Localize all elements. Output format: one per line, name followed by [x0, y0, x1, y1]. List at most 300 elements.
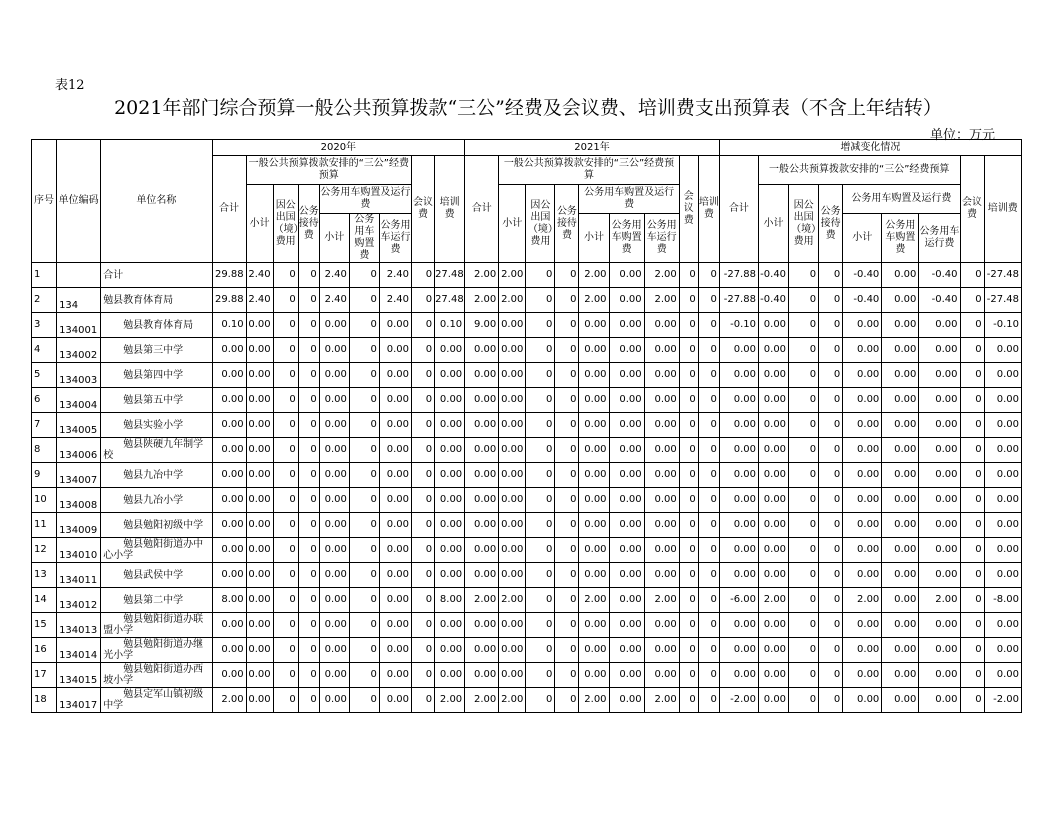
row-value-cell: 0	[819, 388, 843, 413]
row-name-cell: 勉县第五中学	[101, 388, 212, 413]
row-value-cell: 0	[298, 663, 319, 688]
row-value-cell: 0.00	[758, 488, 788, 513]
row-value-cell: 0.00	[319, 638, 349, 663]
row-value-cell: 0.00	[435, 413, 465, 438]
row-value-cell: 0.00	[246, 538, 273, 563]
header-group-change: 增减变化情况	[719, 140, 1021, 156]
row-value-cell: 0	[349, 613, 379, 638]
row-value-cell: 0.00	[499, 363, 526, 388]
row-value-cell: 0	[960, 563, 984, 588]
row-name-cell: 勉县教育体育局	[101, 288, 212, 313]
header-group-2021: 2021年	[465, 140, 720, 156]
row-value-cell: 0	[412, 538, 435, 563]
row-value-cell: 0	[349, 563, 379, 588]
row-value-cell: 0.00	[465, 538, 499, 563]
row-value-cell: 0.00	[319, 488, 349, 513]
row-value-cell: 0.00	[843, 313, 882, 338]
table-row	[32, 288, 1022, 313]
row-value-cell: 0.00	[579, 563, 609, 588]
row-value-cell: 2.00	[579, 288, 609, 313]
row-value-cell: 0	[349, 688, 379, 713]
row-value-cell: 0	[679, 638, 698, 663]
row-value-cell: 29.88	[212, 288, 246, 313]
row-value-cell: 0.00	[379, 588, 411, 613]
row-value-cell: 0	[526, 263, 555, 288]
row-value-cell: 0	[679, 688, 698, 713]
row-value-cell: 0	[679, 388, 698, 413]
row-value-cell: 0	[698, 388, 719, 413]
row-value-cell: 0	[819, 288, 843, 313]
row-value-cell: 0.00	[379, 538, 411, 563]
table-body	[32, 263, 1022, 713]
row-code-cell: 134007	[57, 463, 101, 488]
row-value-cell: 0.00	[919, 338, 960, 363]
row-value-cell: 0.00	[882, 363, 919, 388]
row-value-cell: 0.00	[843, 638, 882, 663]
header-2021-subtotal: 小计	[499, 185, 526, 263]
row-value-cell: -27.48	[984, 288, 1021, 313]
row-value-cell: 0.00	[984, 438, 1021, 463]
row-value-cell: 0	[789, 288, 819, 313]
row-value-cell: 0.00	[435, 613, 465, 638]
row-value-cell: 0	[789, 613, 819, 638]
row-value-cell: 0.00	[246, 413, 273, 438]
row-value-cell: 0.00	[758, 663, 788, 688]
row-value-cell: 0.10	[435, 313, 465, 338]
row-value-cell: -0.40	[919, 263, 960, 288]
row-value-cell: 0	[960, 438, 984, 463]
row-seq-cell: 17	[32, 663, 57, 688]
row-value-cell: 0	[819, 363, 843, 388]
row-value-cell: 0.00	[882, 288, 919, 313]
row-value-cell: 0.00	[465, 388, 499, 413]
row-value-cell: 0.00	[499, 513, 526, 538]
table-number-label: 表12	[55, 78, 85, 93]
row-value-cell: 0.00	[465, 488, 499, 513]
row-value-cell: 0	[273, 663, 298, 688]
row-code-cell	[57, 263, 101, 288]
row-value-cell: 0.00	[246, 638, 273, 663]
row-value-cell: 0	[412, 463, 435, 488]
row-value-cell: 0.00	[644, 638, 679, 663]
row-value-cell: 0.00	[609, 488, 644, 513]
row-code-cell: 134014	[57, 638, 101, 663]
row-value-cell: 0.00	[609, 263, 644, 288]
header-2021-car-run: 公务用车运行费	[644, 214, 679, 263]
row-seq-cell: 1	[32, 263, 57, 288]
row-value-cell: -8.00	[984, 588, 1021, 613]
row-value-cell: 0.00	[919, 638, 960, 663]
row-value-cell: 0.00	[499, 463, 526, 488]
row-value-cell: 0	[960, 663, 984, 688]
row-value-cell: 2.40	[379, 288, 411, 313]
row-value-cell: 0	[298, 588, 319, 613]
header-code: 单位编码	[57, 140, 101, 263]
page-title: 2021年部门综合预算一般公共预算拨款“三公”经费及会议费、培训费支出预算表（不含上年结转）	[114, 97, 942, 119]
row-value-cell: 0	[349, 288, 379, 313]
row-value-cell: 0	[526, 663, 555, 688]
table-row	[32, 338, 1022, 363]
row-value-cell: 0.00	[882, 263, 919, 288]
row-value-cell: 0	[960, 513, 984, 538]
row-value-cell: 0.00	[579, 338, 609, 363]
row-value-cell: 0	[526, 413, 555, 438]
row-value-cell: 0	[412, 663, 435, 688]
row-value-cell: 0.00	[843, 488, 882, 513]
row-value-cell: 0.00	[246, 338, 273, 363]
row-value-cell: 2.00	[499, 288, 526, 313]
row-code-cell: 134006	[57, 438, 101, 463]
row-value-cell: 0	[698, 288, 719, 313]
row-value-cell: 0.00	[843, 538, 882, 563]
row-value-cell: 0	[698, 588, 719, 613]
row-value-cell: 0	[526, 513, 555, 538]
row-value-cell: 0.00	[379, 363, 411, 388]
row-value-cell: 0.00	[719, 638, 758, 663]
row-value-cell: 0.00	[984, 413, 1021, 438]
row-value-cell: 0	[555, 538, 579, 563]
row-value-cell: 8.00	[435, 588, 465, 613]
row-value-cell: 0.00	[246, 513, 273, 538]
row-value-cell: 0.00	[499, 563, 526, 588]
row-value-cell: 0	[698, 613, 719, 638]
row-value-cell: 0	[789, 663, 819, 688]
row-value-cell: 0.00	[435, 563, 465, 588]
row-code-cell: 134001	[57, 313, 101, 338]
row-name-cell: 勉县第四中学	[101, 363, 212, 388]
row-value-cell: 0.00	[579, 513, 609, 538]
row-value-cell: 0	[789, 413, 819, 438]
row-value-cell: 0	[698, 538, 719, 563]
row-value-cell: 0.00	[984, 363, 1021, 388]
row-value-cell: 0.00	[758, 388, 788, 413]
row-value-cell: 0	[412, 563, 435, 588]
row-name-cell: 勉县勉阳街道办继光小学	[101, 638, 212, 663]
row-code-cell: 134008	[57, 488, 101, 513]
row-value-cell: 0	[698, 413, 719, 438]
row-code-cell: 134004	[57, 388, 101, 413]
row-value-cell: 0.00	[719, 513, 758, 538]
row-value-cell: 0.00	[919, 513, 960, 538]
row-value-cell: 0	[298, 438, 319, 463]
row-value-cell: 0	[679, 313, 698, 338]
row-value-cell: 0	[526, 588, 555, 613]
header-2020-abroad: 因公出国（境）费用	[273, 185, 298, 263]
row-value-cell: 0	[679, 438, 698, 463]
row-name-cell: 合计	[101, 263, 212, 288]
table-row	[32, 388, 1022, 413]
row-value-cell: 0.00	[499, 638, 526, 663]
row-value-cell: 2.00	[465, 688, 499, 713]
row-value-cell: 0.00	[843, 363, 882, 388]
row-value-cell: 0.00	[246, 663, 273, 688]
row-value-cell: 0	[526, 288, 555, 313]
unit-label: 单位：万元	[930, 128, 996, 143]
row-value-cell: 0.00	[758, 363, 788, 388]
row-value-cell: 0	[298, 688, 319, 713]
row-value-cell: 0.00	[499, 438, 526, 463]
row-value-cell: 2.40	[319, 263, 349, 288]
header-change-sangong: 一般公共预算拨款安排的“三公”经费预算	[758, 156, 960, 185]
row-value-cell: 0.00	[319, 688, 349, 713]
row-value-cell: 0	[789, 388, 819, 413]
row-value-cell: 0	[789, 338, 819, 363]
row-value-cell: 0	[679, 263, 698, 288]
row-code-cell: 134015	[57, 663, 101, 688]
row-value-cell: 0.00	[644, 563, 679, 588]
row-value-cell: 0	[349, 513, 379, 538]
row-value-cell: 0.00	[246, 438, 273, 463]
row-value-cell: 0	[349, 388, 379, 413]
row-value-cell: 0	[679, 563, 698, 588]
row-code-cell: 134011	[57, 563, 101, 588]
row-value-cell: 0.00	[319, 413, 349, 438]
header-2020-sangong: 一般公共预算拨款安排的“三公”经费预算	[246, 156, 411, 185]
row-value-cell: 0.00	[579, 638, 609, 663]
row-value-cell: 0.00	[919, 613, 960, 638]
row-value-cell: 0	[349, 538, 379, 563]
row-value-cell: 0.00	[579, 663, 609, 688]
row-value-cell: 0.00	[212, 438, 246, 463]
row-value-cell: 0	[555, 463, 579, 488]
row-value-cell: 0.00	[379, 638, 411, 663]
row-value-cell: 0.00	[919, 313, 960, 338]
row-value-cell: 0.00	[843, 463, 882, 488]
row-value-cell: 0.00	[212, 413, 246, 438]
row-value-cell: 0	[555, 338, 579, 363]
table-row	[32, 263, 1022, 288]
row-value-cell: 0.00	[212, 388, 246, 413]
row-code-cell: 134017	[57, 688, 101, 713]
row-value-cell: 0.00	[882, 638, 919, 663]
header-2021-training: 培训费	[698, 156, 719, 263]
row-value-cell: 0	[273, 638, 298, 663]
row-value-cell: 0	[960, 263, 984, 288]
row-value-cell: 0.00	[644, 313, 679, 338]
header-2020-car-run: 公务用车运行费	[379, 214, 411, 263]
row-value-cell: 0.00	[379, 338, 411, 363]
table-row	[32, 488, 1022, 513]
row-value-cell: 0.00	[719, 538, 758, 563]
row-value-cell: 0	[412, 413, 435, 438]
row-value-cell: 2.40	[319, 288, 349, 313]
row-value-cell: 0	[412, 438, 435, 463]
row-name-cell: 勉县教育体育局	[101, 313, 212, 338]
row-value-cell: 0.00	[644, 438, 679, 463]
header-2021-car-buy: 公务用车购置费	[609, 214, 644, 263]
row-value-cell: 0.00	[984, 663, 1021, 688]
header-2020-total: 合计	[212, 156, 246, 263]
row-value-cell: 2.00	[579, 588, 609, 613]
header-change-car-buy: 公务用车购置费	[882, 214, 919, 263]
row-value-cell: 0.00	[719, 613, 758, 638]
row-value-cell: 0.00	[609, 313, 644, 338]
row-value-cell: 0.10	[212, 313, 246, 338]
row-value-cell: 0	[273, 438, 298, 463]
row-value-cell: 0	[679, 338, 698, 363]
row-value-cell: 2.00	[465, 288, 499, 313]
row-value-cell: 0	[819, 438, 843, 463]
row-value-cell: 0	[960, 313, 984, 338]
row-value-cell: 0.00	[212, 638, 246, 663]
row-value-cell: 0.00	[758, 538, 788, 563]
row-value-cell: 0.00	[379, 463, 411, 488]
row-value-cell: 0	[298, 413, 319, 438]
row-value-cell: 0	[526, 363, 555, 388]
row-value-cell: 0.00	[984, 463, 1021, 488]
row-value-cell: 0.00	[719, 563, 758, 588]
row-value-cell: 0	[349, 488, 379, 513]
row-value-cell: 0.00	[758, 563, 788, 588]
row-value-cell: 0	[679, 363, 698, 388]
row-value-cell: 0	[960, 613, 984, 638]
header-change-car-subtotal: 小计	[843, 214, 882, 263]
row-value-cell: 0.00	[379, 488, 411, 513]
table-row	[32, 438, 1022, 463]
row-value-cell: 0.00	[435, 463, 465, 488]
row-value-cell: 0	[789, 638, 819, 663]
row-value-cell: 0.00	[609, 538, 644, 563]
row-value-cell: 0.00	[609, 688, 644, 713]
row-value-cell: 0.00	[984, 513, 1021, 538]
row-value-cell: 0.00	[882, 538, 919, 563]
row-value-cell: 0	[555, 638, 579, 663]
row-value-cell: 0.00	[379, 563, 411, 588]
row-value-cell: 0.00	[579, 363, 609, 388]
row-name-cell: 勉县实验小学	[101, 413, 212, 438]
row-value-cell: 0	[789, 438, 819, 463]
row-value-cell: 0	[819, 263, 843, 288]
row-value-cell: 0.00	[882, 688, 919, 713]
row-value-cell: 0	[298, 263, 319, 288]
row-value-cell: 0.00	[758, 463, 788, 488]
row-value-cell: 0.00	[499, 413, 526, 438]
row-value-cell: 0.00	[212, 363, 246, 388]
header-2021-meeting: 会议费	[679, 156, 698, 263]
row-value-cell: 0.00	[644, 338, 679, 363]
row-value-cell: -2.00	[984, 688, 1021, 713]
header-2020-car-subtotal: 小计	[319, 214, 349, 263]
row-value-cell: 0	[960, 413, 984, 438]
row-value-cell: 0.00	[843, 613, 882, 638]
row-value-cell: 0.00	[435, 388, 465, 413]
header-2021-car-subtotal: 小计	[579, 214, 609, 263]
row-value-cell: 0.00	[919, 663, 960, 688]
row-value-cell: 2.40	[246, 263, 273, 288]
row-value-cell: 0	[819, 513, 843, 538]
row-seq-cell: 11	[32, 513, 57, 538]
row-value-cell: 0.00	[319, 363, 349, 388]
table-row	[32, 688, 1022, 713]
row-value-cell: 29.88	[212, 263, 246, 288]
row-value-cell: 0.00	[919, 688, 960, 713]
row-name-cell: 勉县陕硬九年制学校	[101, 438, 212, 463]
row-value-cell: 0.00	[719, 338, 758, 363]
header-2020-car-buy: 公务用车购置费	[349, 214, 379, 263]
row-value-cell: 0.00	[212, 338, 246, 363]
header-group-2020: 2020年	[212, 140, 465, 156]
row-value-cell: 0	[526, 613, 555, 638]
row-value-cell: 0.00	[319, 563, 349, 588]
row-value-cell: 0	[679, 513, 698, 538]
row-name-cell: 勉县定军山镇初级中学	[101, 688, 212, 713]
row-value-cell: 0.00	[579, 613, 609, 638]
row-value-cell: 0.00	[435, 513, 465, 538]
row-value-cell: 0	[698, 663, 719, 688]
row-value-cell: 0.00	[919, 438, 960, 463]
row-value-cell: 0.00	[246, 488, 273, 513]
row-value-cell: 0.00	[319, 538, 349, 563]
row-value-cell: 0.00	[609, 288, 644, 313]
row-value-cell: 0.00	[843, 513, 882, 538]
row-value-cell: -0.40	[919, 288, 960, 313]
row-value-cell: 0.00	[379, 513, 411, 538]
row-value-cell: 0	[555, 688, 579, 713]
row-value-cell: 0.00	[246, 313, 273, 338]
header-2021-total: 合计	[465, 156, 499, 263]
row-value-cell: 0	[555, 613, 579, 638]
row-value-cell: 0	[789, 563, 819, 588]
row-value-cell: 0	[273, 563, 298, 588]
row-value-cell: 0.00	[379, 388, 411, 413]
row-value-cell: 0	[698, 463, 719, 488]
row-value-cell: 0	[349, 263, 379, 288]
row-value-cell: 0.00	[246, 588, 273, 613]
table-row	[32, 413, 1022, 438]
row-value-cell: 0	[349, 638, 379, 663]
row-value-cell: 0	[819, 413, 843, 438]
row-value-cell: 2.00	[465, 588, 499, 613]
table-row	[32, 663, 1022, 688]
row-value-cell: 0	[960, 688, 984, 713]
row-value-cell: 0	[698, 563, 719, 588]
row-value-cell: 0	[819, 338, 843, 363]
row-code-cell: 134002	[57, 338, 101, 363]
row-value-cell: 0	[273, 363, 298, 388]
row-value-cell: 0	[960, 588, 984, 613]
row-value-cell: 0	[412, 388, 435, 413]
header-change-abroad: 因公出国（境）费用	[789, 185, 819, 263]
row-value-cell: 0.00	[984, 388, 1021, 413]
row-value-cell: 0	[412, 263, 435, 288]
row-value-cell: 27.48	[435, 288, 465, 313]
row-value-cell: 0	[298, 313, 319, 338]
row-value-cell: 0.00	[919, 463, 960, 488]
row-value-cell: 0	[789, 588, 819, 613]
row-value-cell: 0.00	[499, 338, 526, 363]
row-value-cell: 0.00	[379, 313, 411, 338]
row-value-cell: 0.00	[719, 438, 758, 463]
row-value-cell: 0.00	[609, 463, 644, 488]
row-value-cell: 0.00	[919, 538, 960, 563]
row-value-cell: 0.00	[882, 388, 919, 413]
row-value-cell: 0.00	[579, 538, 609, 563]
row-seq-cell: 7	[32, 413, 57, 438]
row-value-cell: 0	[960, 288, 984, 313]
row-value-cell: 2.00	[758, 588, 788, 613]
row-value-cell: 0.00	[882, 463, 919, 488]
row-value-cell: 2.00	[843, 588, 882, 613]
row-value-cell: 0.00	[579, 388, 609, 413]
row-value-cell: 0.00	[644, 613, 679, 638]
row-value-cell: 2.00	[499, 688, 526, 713]
row-value-cell: 0.00	[499, 313, 526, 338]
row-value-cell: 0	[526, 313, 555, 338]
row-value-cell: 0	[526, 638, 555, 663]
row-value-cell: 0.00	[644, 488, 679, 513]
row-value-cell: 2.40	[379, 263, 411, 288]
row-name-cell: 勉县第二中学	[101, 588, 212, 613]
